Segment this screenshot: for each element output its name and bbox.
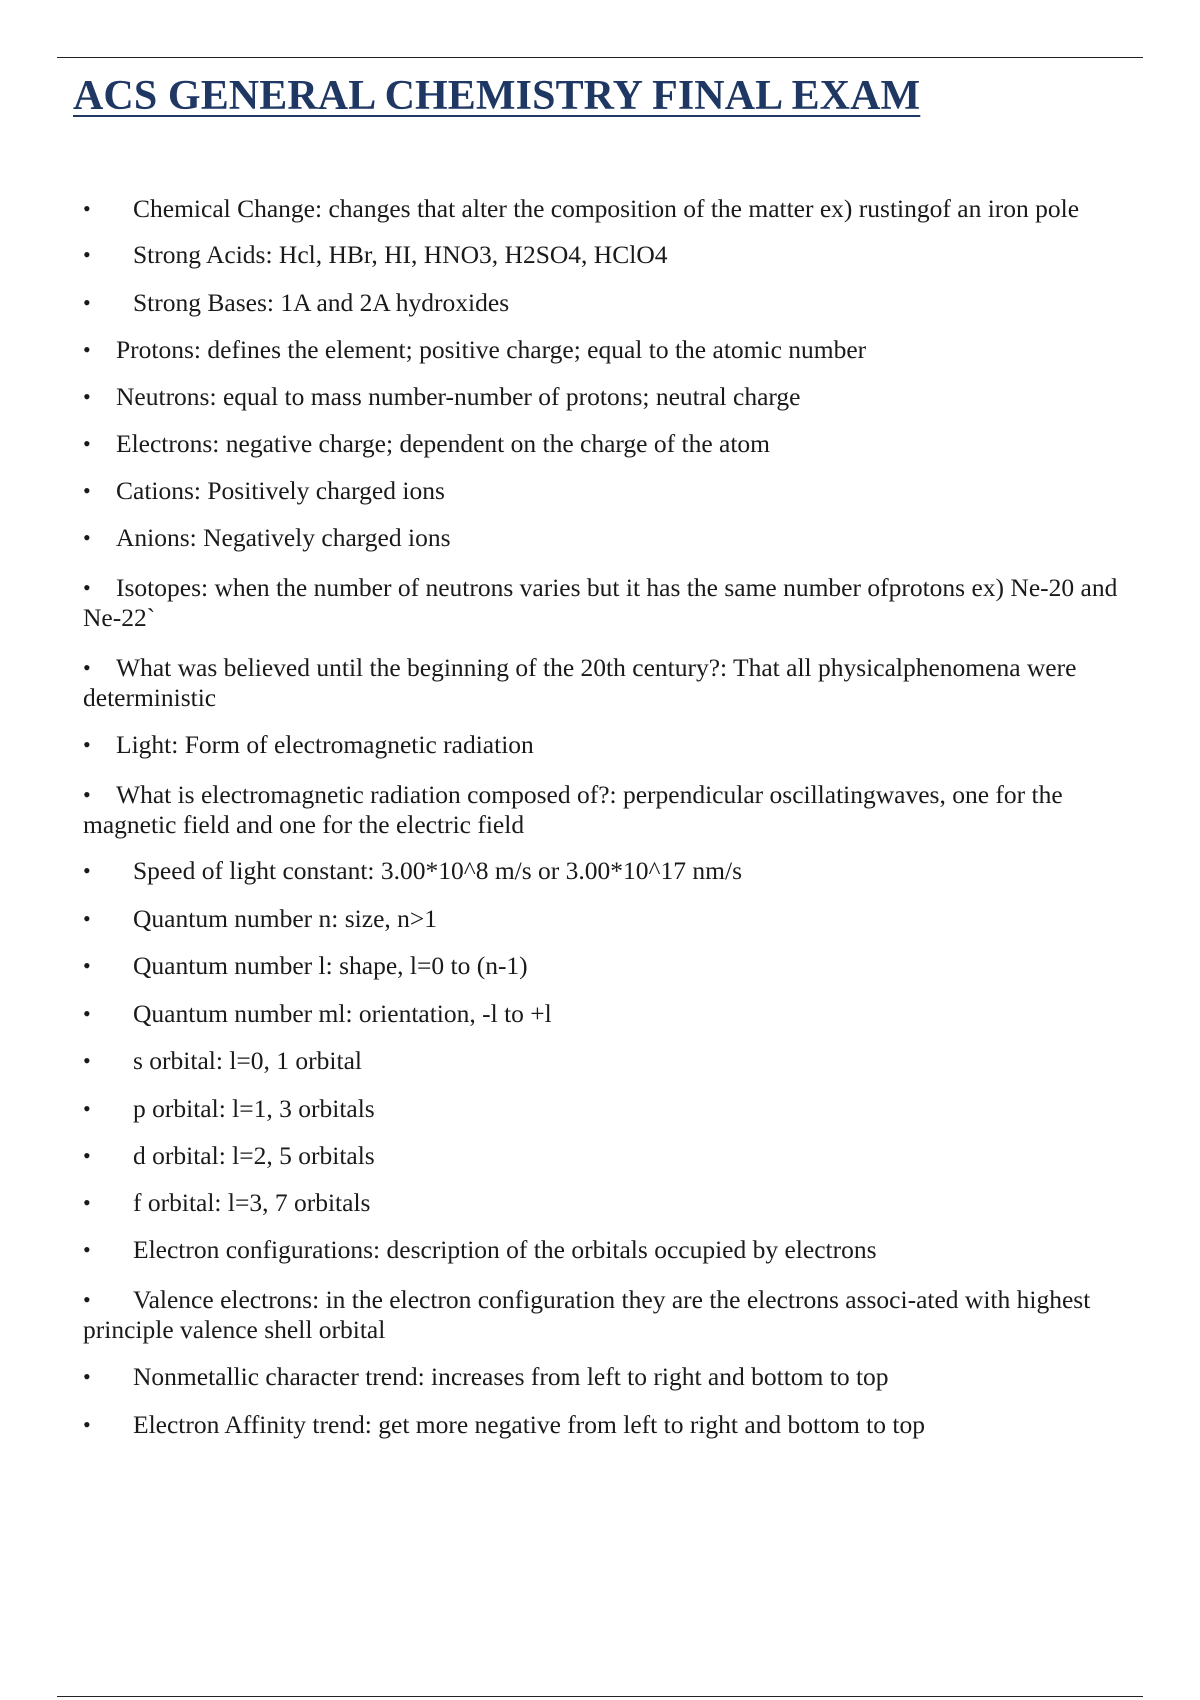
page-title: ACS GENERAL CHEMISTRY FINAL EXAM xyxy=(73,73,921,119)
bullet-icon: • xyxy=(83,1001,91,1026)
list-item-text: f orbital: l=3, 7 orbitals xyxy=(133,1188,371,1217)
list-item-text: Protons: defines the element; positive charge; equal to the atomic number xyxy=(116,335,867,364)
list-item-text: Nonmetallic character trend: increases from left to right and bottom to top xyxy=(133,1362,889,1391)
notes-list xyxy=(83,194,1145,1440)
bullet-icon: • xyxy=(83,655,91,680)
bullet-icon: • xyxy=(83,782,91,807)
list-item-text: Quantum number n: size, n>1 xyxy=(133,904,438,933)
bullet-icon: • xyxy=(83,858,91,883)
list-item-text: d orbital: l=2, 5 orbitals xyxy=(133,1141,375,1170)
bullet-icon: • xyxy=(83,290,91,315)
list-item-text: Chemical Change: changes that alter the composition of the matter ex) rustingof an iron pole xyxy=(133,194,1080,223)
list-item xyxy=(83,335,1145,365)
bullet-icon: • xyxy=(83,732,91,757)
list-item-text: Valence electrons: in the electron configuration they are the electrons associ-ated with highest principle valence shell orbital xyxy=(83,1285,1091,1344)
list-item-text: Anions: Negatively charged ions xyxy=(116,523,451,552)
bullet-icon: • xyxy=(83,1143,91,1168)
bullet-icon: • xyxy=(83,1096,91,1121)
bottom-rule xyxy=(57,1696,1143,1697)
list-item xyxy=(83,1410,1145,1440)
list-item xyxy=(83,288,1145,318)
bullet-icon: • xyxy=(83,478,91,503)
list-item xyxy=(83,573,1145,633)
list-item xyxy=(83,194,1145,224)
bullet-icon: • xyxy=(83,1048,91,1073)
list-item-text: Isotopes: when the number of neutrons varies but it has the same number ofprotons ex) Ne-20 and Ne-22` xyxy=(83,573,1118,632)
bullet-icon: • xyxy=(83,1237,91,1262)
list-item xyxy=(83,476,1145,506)
list-item xyxy=(83,1235,1145,1265)
list-item-text: Electrons: negative charge; dependent on the charge of the atom xyxy=(116,429,771,458)
list-item xyxy=(83,429,1145,459)
list-item-text: Strong Acids: Hcl, HBr, HI, HNO3, H2SO4, HClO4 xyxy=(133,240,668,269)
list-item-text: What was believed until the beginning of the 20th century?: That all physicalphenomena were deterministic xyxy=(83,653,1077,712)
bullet-icon: • xyxy=(83,242,91,267)
list-item xyxy=(83,240,1145,270)
list-item-text: p orbital: l=1, 3 orbitals xyxy=(133,1094,375,1123)
bullet-icon: • xyxy=(83,337,91,362)
list-item-text: Quantum number ml: orientation, -l to +l xyxy=(133,999,552,1028)
list-item xyxy=(83,780,1145,840)
bullet-icon: • xyxy=(83,575,91,600)
bullet-icon: • xyxy=(83,1287,91,1312)
list-item xyxy=(83,1094,1145,1124)
list-item xyxy=(83,730,1145,760)
bullet-icon: • xyxy=(83,906,91,931)
list-item-text: Quantum number l: shape, l=0 to (n-1) xyxy=(133,951,528,980)
list-item-text: Light: Form of electromagnetic radiation xyxy=(116,730,534,759)
list-item xyxy=(83,856,1145,886)
list-item-text: Neutrons: equal to mass number-number of protons; neutral charge xyxy=(116,382,801,411)
bullet-icon: • xyxy=(83,525,91,550)
bullet-icon: • xyxy=(83,1364,91,1389)
bullet-icon: • xyxy=(83,1190,91,1215)
list-item xyxy=(83,382,1145,412)
list-item xyxy=(83,653,1145,713)
list-item-text: Electron configurations: description of the orbitals occupied by electrons xyxy=(133,1235,877,1264)
bullet-icon: • xyxy=(83,384,91,409)
list-item xyxy=(83,999,1145,1029)
list-item-text: Strong Bases: 1A and 2A hydroxides xyxy=(133,288,510,317)
bullet-icon: • xyxy=(83,196,91,221)
list-item xyxy=(83,1141,1145,1171)
list-item xyxy=(83,951,1145,981)
list-item-text: Speed of light constant: 3.00*10^8 m/s or 3.00*10^17 nm/s xyxy=(133,856,742,885)
list-item-text: Electron Affinity trend: get more negative from left to right and bottom to top xyxy=(133,1410,925,1439)
list-item xyxy=(83,1285,1145,1345)
list-item-text: Cations: Positively charged ions xyxy=(116,476,445,505)
list-item xyxy=(83,1046,1145,1076)
list-item xyxy=(83,1362,1145,1392)
list-item xyxy=(83,523,1145,553)
top-rule xyxy=(57,57,1143,58)
list-item-text: What is electromagnetic radiation composed of?: perpendicular oscillatingwaves, one for the magnetic field and one for the electric field xyxy=(83,780,1063,839)
bullet-icon: • xyxy=(83,1412,91,1437)
list-item xyxy=(83,1188,1145,1218)
list-item xyxy=(83,904,1145,934)
list-item-text: s orbital: l=0, 1 orbital xyxy=(133,1046,362,1075)
bullet-icon: • xyxy=(83,431,91,456)
bullet-icon: • xyxy=(83,953,91,978)
